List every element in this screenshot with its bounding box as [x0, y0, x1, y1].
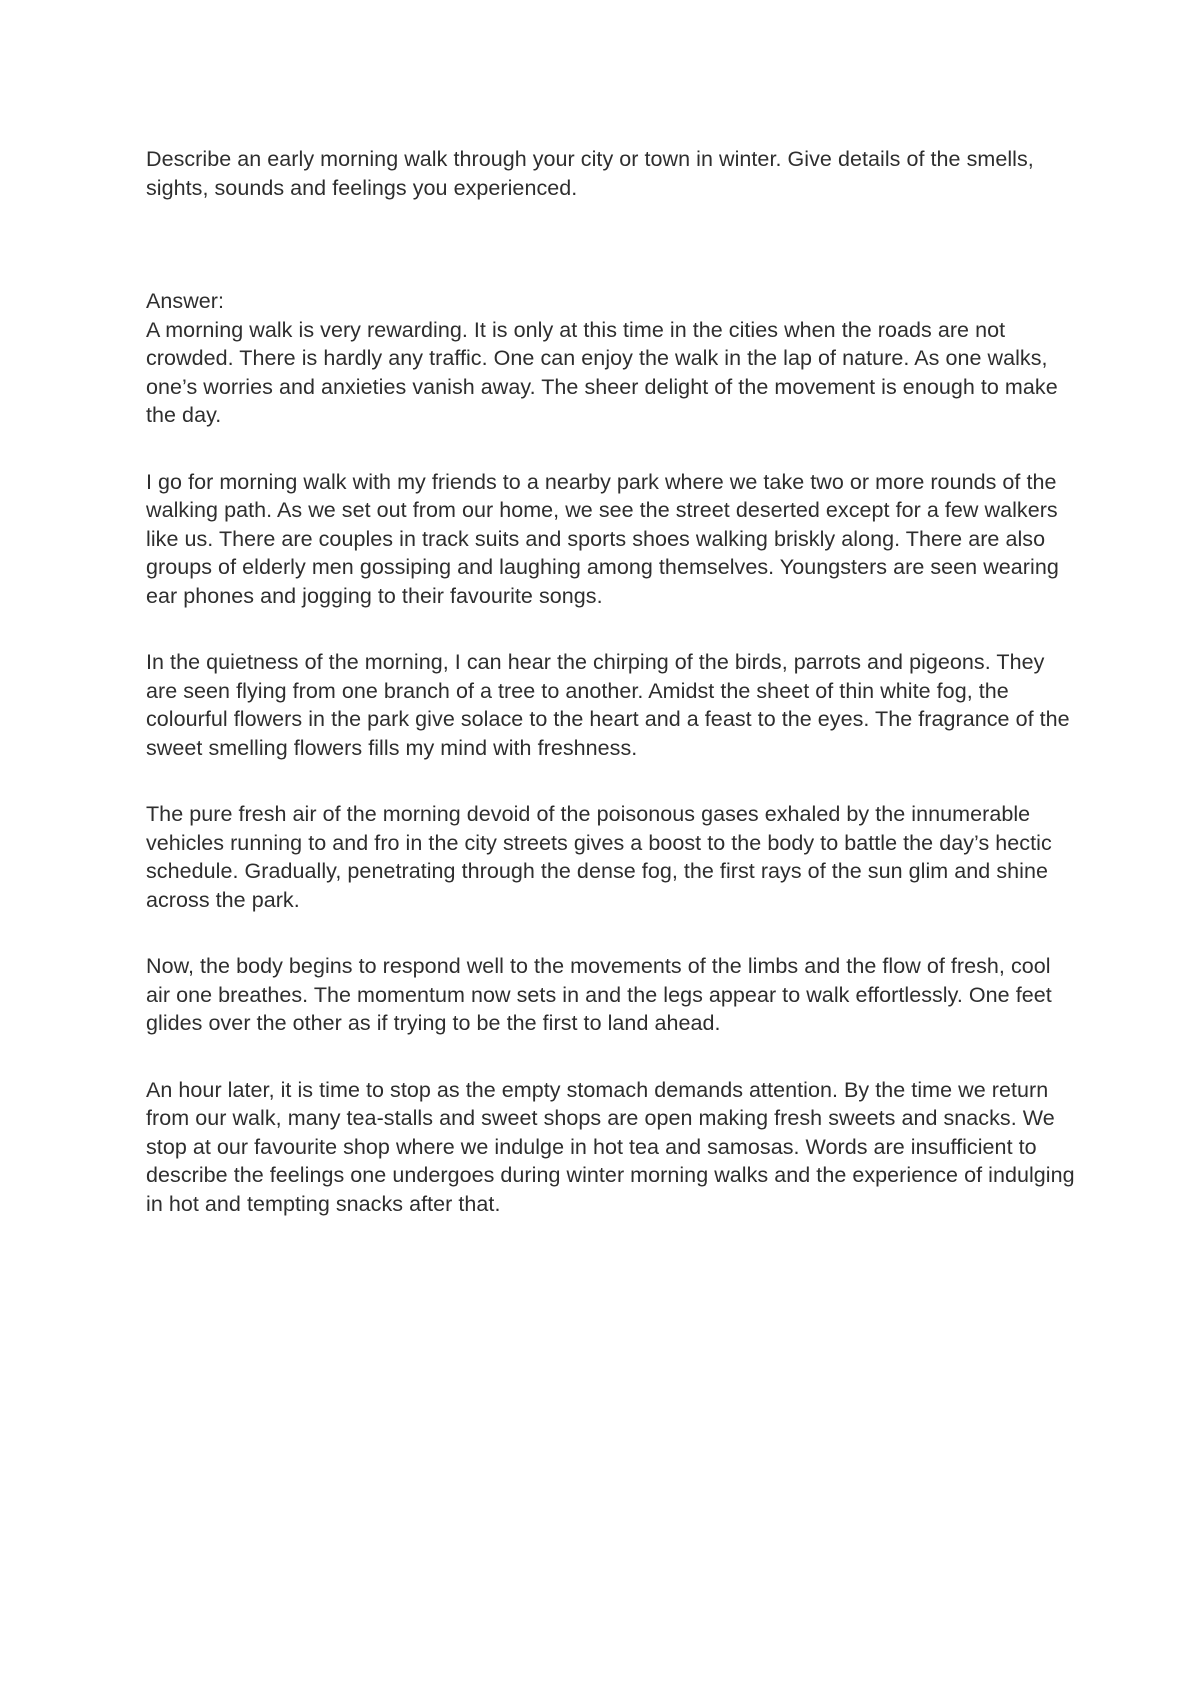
answer-label: Answer: [146, 289, 225, 313]
document-body [146, 145, 1076, 1218]
answer-paragraph-6: An hour later, it is time to stop as the empty stomach demands attention. By the time we return from our walk, many tea-stalls and sweet shops are open making fresh sweets and snacks. We stop at our favourite shop where we indulge in hot tea and samosas. Words are insufficient to describe the feelings one undergoes during winter morning walks and the experience of indulging in hot and tempting snacks after that. [146, 1077, 1075, 1216]
answer-paragraph-2: I go for morning walk with my friends to a nearby park where we take two or more rounds of the walking path. As we set out from our home, we see the street deserted except for a few walkers like us. There are couples in track suits and sports shoes walking briskly along. There are also groups of elderly men gossiping and laughing among themselves. Youngsters are seen wearing ear phones and jogging to their favourite songs. [146, 469, 1059, 608]
answer-paragraph-1: A morning walk is very rewarding. It is only at this time in the cities when the roads are not crowded. There is hardly any traffic. One can enjoy the walk in the lap of nature. As one walks, one’s worries and anxieties vanish away. The sheer delight of the movement is enough to make the day. [146, 317, 1058, 427]
answer-paragraph-3: In the quietness of the morning, I can hear the chirping of the birds, parrots and pigeons. They are seen flying from one branch of a tree to another. Amidst the sheet of thin white fog, the colourful flowers in the park give solace to the heart and a feast to the eyes. The fragrance of the sweet smelling flowers fills my mind with freshness. [146, 650, 1070, 760]
essay-question: Describe an early morning walk through your city or town in winter. Give details of the smells, sights, sounds and feelings you experienced. [146, 147, 1034, 200]
answer-paragraph-4: The pure fresh air of the morning devoid of the poisonous gases exhaled by the innumerable vehicles running to and fro in the city streets gives a boost to the body to battle the day’s hectic schedule. Gradually, penetrating through the dense fog, the first rays of the sun glim and shine across the park. [146, 802, 1052, 912]
answer-paragraph-5: Now, the body begins to respond well to the movements of the limbs and the flow of fresh, cool air one breathes. The momentum now sets in and the legs appear to walk effortlessly. One feet glides over the other as if trying to be the first to land ahead. [146, 954, 1052, 1035]
